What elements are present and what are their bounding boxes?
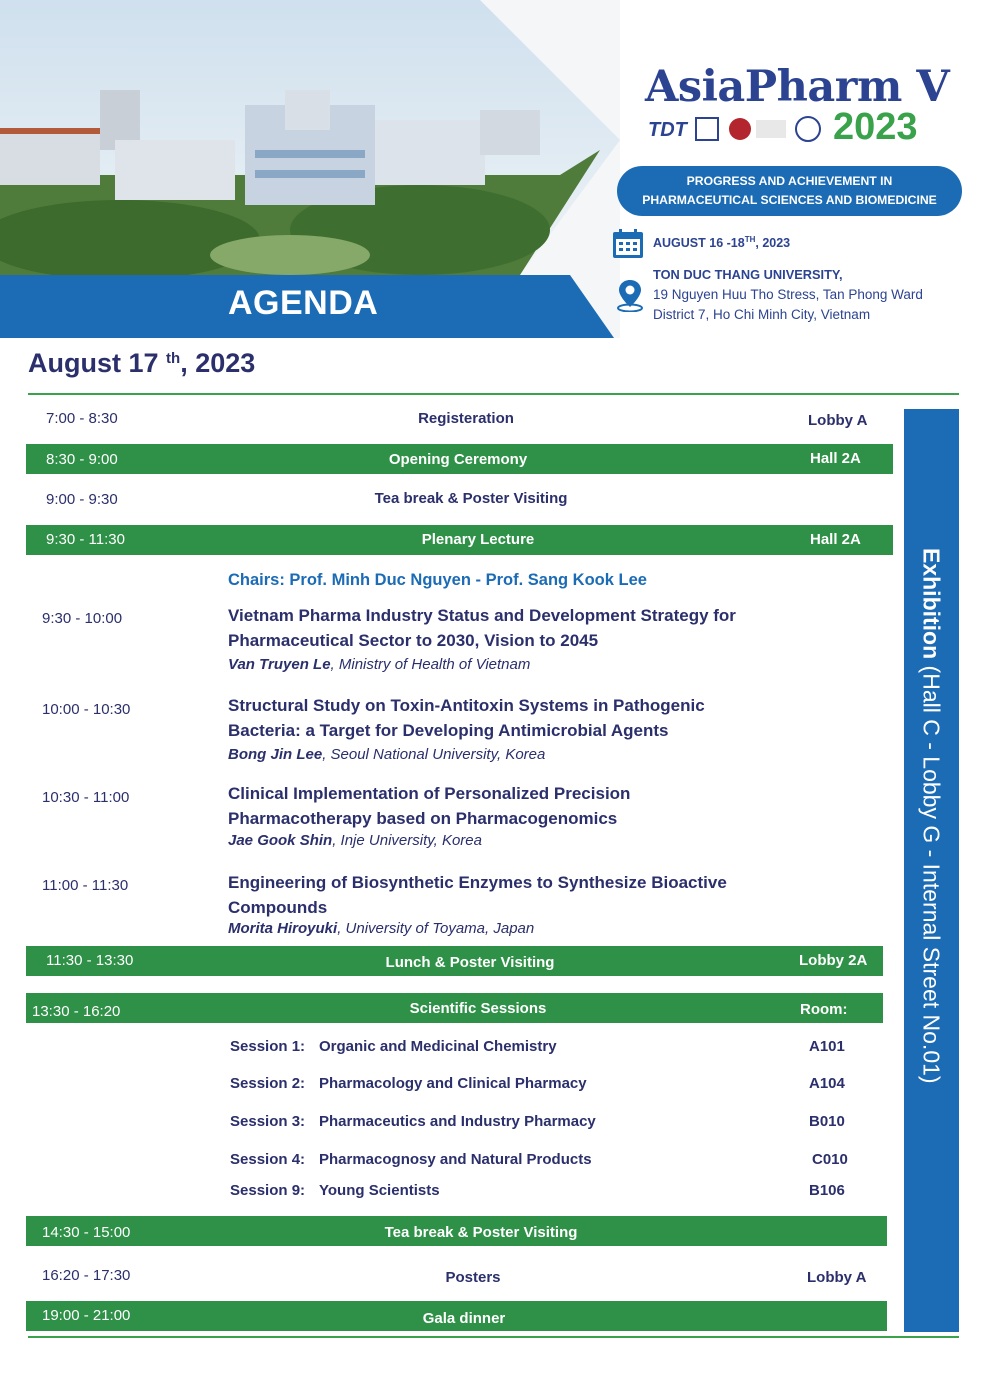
agenda-row-tea-break <box>26 484 886 514</box>
session-room: C010 <box>812 1151 848 1168</box>
row-time: 8:30 - 9:00 <box>46 451 118 468</box>
session-item <box>230 1038 557 1055</box>
session-number: Session 9: <box>230 1182 306 1199</box>
day-ordinal: th <box>166 350 181 367</box>
agenda-title: AGENDA <box>228 284 379 322</box>
venue-address-line-2: District 7, Ho Chi Minh City, Vietnam <box>653 307 871 322</box>
agenda-row-tea-break-2 <box>26 1216 887 1246</box>
row-title: Plenary Lecture <box>421 531 535 548</box>
day-prefix: August 17 <box>28 348 159 378</box>
row-room: Lobby A <box>808 412 868 429</box>
venue-name: TON DUC THANG UNIVERSITY, <box>653 267 843 282</box>
talk-speaker <box>228 920 534 937</box>
speaker-affiliation: , Seoul National University, Korea <box>322 746 546 763</box>
talk-speaker <box>228 832 482 849</box>
row-time: 11:30 - 13:30 <box>46 952 134 969</box>
exhibition-bold: Exhibition <box>918 548 945 660</box>
talk-speaker <box>228 656 530 673</box>
session-room: A104 <box>809 1075 845 1092</box>
session-number: Session 1: <box>230 1038 306 1055</box>
row-title: Scientific Sessions <box>409 1000 547 1017</box>
speaker-affiliation: , University of Toyama, Japan <box>337 920 535 937</box>
partner-logos-icon <box>648 114 828 144</box>
speaker-name: Van Truyen Le <box>228 656 331 673</box>
agenda-row-opening <box>26 444 893 474</box>
talk-time: 11:00 - 11:30 <box>42 877 129 894</box>
conference-logo-year: 2023 <box>833 106 918 148</box>
row-title: Tea break & Poster Visiting <box>384 1224 578 1241</box>
agenda-row-scientific-sessions <box>26 993 883 1023</box>
theme-line-2: PHARMACEUTICAL SCIENCES AND BIOMEDICINE <box>642 193 937 207</box>
talk-title-line-1: Vietnam Pharma Industry Status and Development Strategy for <box>228 606 736 625</box>
session-name: Pharmaceutics and Industry Pharmacy <box>319 1113 596 1130</box>
speaker-name: Morita Hiroyuki <box>228 920 338 937</box>
session-item <box>230 1075 587 1092</box>
exhibition-location: (Hall C - Lobby G - Internal Street No.01) <box>918 659 945 1084</box>
bottom-divider <box>28 1336 959 1338</box>
session-item <box>230 1151 592 1168</box>
conference-logo-title: AsiaPharm V <box>645 62 950 112</box>
session-item <box>230 1182 440 1199</box>
agenda-row-registration <box>26 404 886 434</box>
calendar-icon <box>612 229 644 259</box>
row-room: Room: <box>800 1001 848 1018</box>
talk-title-line-1: Engineering of Biosynthetic Enzymes to Synthesize Bioactive <box>228 873 727 892</box>
session-name: Pharmacognosy and Natural Products <box>319 1151 592 1168</box>
speaker-name: Jae Gook Shin <box>228 832 333 849</box>
session-number: Session 2: <box>230 1075 306 1092</box>
row-title: Posters <box>445 1269 501 1286</box>
location-pin-icon <box>616 278 644 312</box>
plenary-chairs: Chairs: Prof. Minh Duc Nguyen - Prof. Sang Kook Lee <box>228 571 647 589</box>
agenda-row-plenary <box>26 525 893 555</box>
speaker-affiliation: , Ministry of Health of Vietnam <box>330 656 531 673</box>
top-divider <box>28 393 959 395</box>
row-time: 7:00 - 8:30 <box>46 410 118 427</box>
session-name: Young Scientists <box>319 1182 440 1199</box>
session-name: Pharmacology and Clinical Pharmacy <box>319 1075 587 1092</box>
exhibition-label <box>918 548 945 1084</box>
event-dates <box>653 235 790 250</box>
theme-line-1: PROGRESS AND ACHIEVEMENT IN <box>686 174 893 188</box>
session-number: Session 3: <box>230 1113 306 1130</box>
row-room: Lobby A <box>807 1269 867 1286</box>
day-year: , 2023 <box>180 348 256 378</box>
speaker-affiliation: , Inje University, Korea <box>332 832 482 849</box>
row-title: Gala dinner <box>422 1310 506 1327</box>
date-suffix: TH <box>744 235 756 244</box>
row-time: 13:30 - 16:20 <box>32 1003 121 1020</box>
talk-title-line-2: Pharmaceutical Sector to 2030, Vision to 2045 <box>228 631 599 650</box>
row-time: 19:00 - 21:00 <box>42 1307 131 1324</box>
venue-address-line-1: 19 Nguyen Huu Tho Stress, Tan Phong Ward <box>653 287 923 302</box>
session-name: Organic and Medicinal Chemistry <box>319 1038 557 1055</box>
agenda-row-lunch <box>26 946 883 976</box>
row-room: Lobby 2A <box>799 952 868 969</box>
agenda-row-posters <box>26 1261 886 1291</box>
row-time: 14:30 - 15:00 <box>42 1224 131 1241</box>
row-time: 9:00 - 9:30 <box>46 491 118 508</box>
row-title: Registeration <box>418 410 514 427</box>
row-room: Hall 2A <box>810 450 861 467</box>
theme-banner <box>617 166 962 216</box>
session-room: A101 <box>809 1038 845 1055</box>
talk-title-line-2: Pharmacotherapy based on Pharmacogenomics <box>228 809 618 828</box>
talk-title-line-2: Compounds <box>228 898 328 917</box>
session-item <box>230 1113 596 1130</box>
row-title: Tea break & Poster Visiting <box>374 490 568 507</box>
session-room: B106 <box>809 1182 845 1199</box>
agenda-row-gala-dinner <box>26 1301 887 1331</box>
row-time: 16:20 - 17:30 <box>42 1267 131 1284</box>
talk-speaker <box>228 746 545 763</box>
talk-title-line-1: Clinical Implementation of Personalized Precision <box>228 784 631 803</box>
svg-text:TDT: TDT <box>648 119 687 141</box>
session-number: Session 4: <box>230 1151 306 1168</box>
date-main: AUGUST 16 -18 <box>653 236 745 251</box>
talk-time: 9:30 - 10:00 <box>42 610 123 627</box>
talk-time: 10:00 - 10:30 <box>42 701 131 718</box>
date-year: , 2023 <box>755 236 791 251</box>
talk-title-line-2: Bacteria: a Target for Developing Antimicrobial Agents <box>228 721 669 740</box>
row-title: Opening Ceremony <box>388 451 528 468</box>
row-title: Lunch & Poster Visiting <box>385 954 555 971</box>
row-time: 9:30 - 11:30 <box>46 531 125 548</box>
row-room: Hall 2A <box>810 531 861 548</box>
talk-time: 10:30 - 11:00 <box>42 789 130 806</box>
session-room: B010 <box>809 1113 845 1130</box>
speaker-name: Bong Jin Lee <box>228 746 323 763</box>
talk-title-line-1: Structural Study on Toxin-Antitoxin Systems in Pathogenic <box>228 696 705 715</box>
day-title <box>28 348 255 379</box>
